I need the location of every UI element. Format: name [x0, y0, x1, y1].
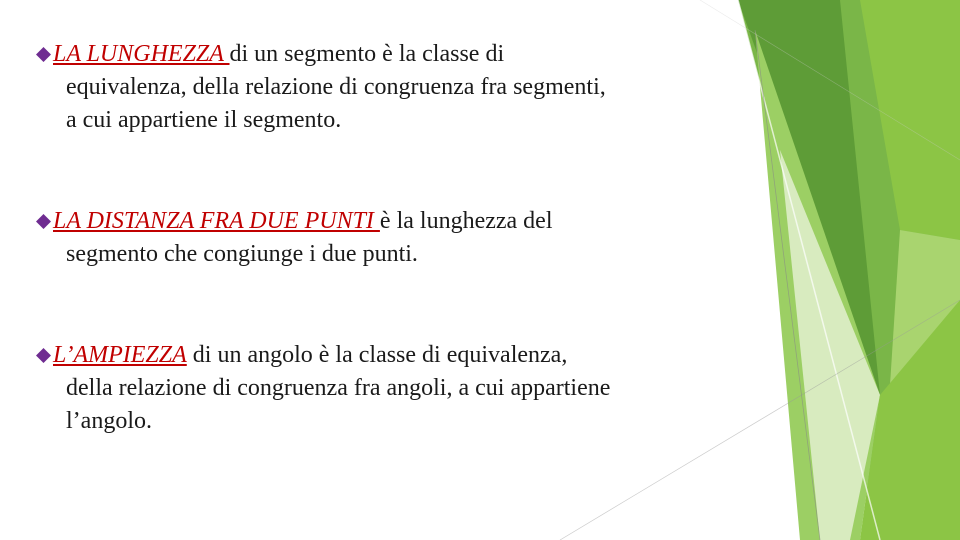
- bullet-first-line: [30, 339, 720, 372]
- bullet-first-line: [30, 38, 720, 71]
- bullet-text: è la lunghezza del: [379, 208, 553, 234]
- diamond-bullet-icon: [36, 47, 51, 62]
- bullet-distanza: [30, 205, 720, 271]
- bullet-line: equivalenza, della relazione di congruenza fra segmenti,: [66, 74, 606, 100]
- bullet-line: a cui appartiene il segmento.: [66, 107, 342, 133]
- bullet-line: della relazione di congruenza fra angoli, a cui appartiene: [66, 375, 611, 401]
- bullet-line: l’angolo.: [66, 408, 152, 434]
- term-ampiezza: L’AMPIEZZA: [53, 342, 187, 368]
- bullet-text: di un segmento è la classe di: [229, 41, 505, 67]
- bullet-text: di un angolo è la classe di equivalenza,: [186, 342, 568, 368]
- bullet-ampiezza: [30, 339, 720, 438]
- bullet-first-line: [30, 205, 720, 238]
- bullet-lunghezza: [30, 38, 720, 137]
- term-lunghezza: LA LUNGHEZZA: [53, 41, 230, 67]
- diamond-bullet-icon: [36, 348, 51, 363]
- diamond-bullet-icon: [36, 214, 51, 229]
- term-distanza: LA DISTANZA FRA DUE PUNTI: [53, 208, 380, 234]
- bullet-line: segmento che congiunge i due punti.: [66, 241, 418, 267]
